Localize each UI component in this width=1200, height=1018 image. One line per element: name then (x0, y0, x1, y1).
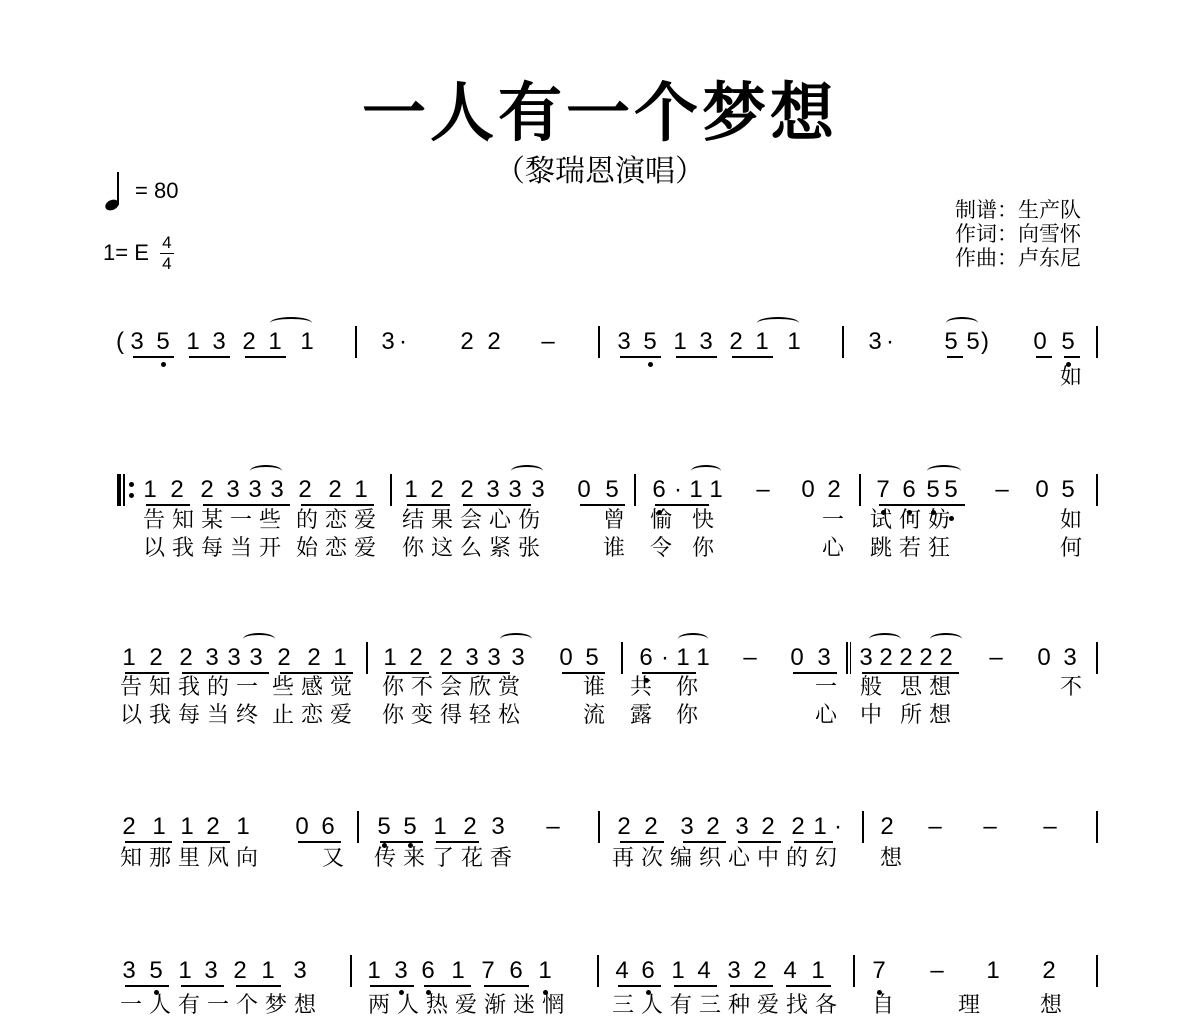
note: 1 (676, 644, 690, 671)
note: 2 (617, 813, 631, 840)
repeat-dot (129, 493, 134, 498)
note: 3 (491, 813, 505, 840)
lyric-text: 露 (630, 703, 660, 728)
lyric-text: 你不会欣赏 (382, 675, 528, 700)
note: 3 (699, 328, 713, 355)
underline (683, 841, 726, 843)
underline (380, 841, 423, 843)
underline (468, 672, 510, 674)
note: 2 (939, 644, 953, 671)
note: 2 (409, 644, 423, 671)
note: 3 (487, 644, 501, 671)
note: 1 (186, 328, 200, 355)
note: 2 (706, 813, 720, 840)
note: 3 (394, 957, 408, 984)
lyric-text: 以我每当开 (143, 536, 289, 561)
barline (1096, 326, 1098, 358)
note: 7 (481, 957, 495, 984)
note: 1 (433, 813, 447, 840)
underline (298, 841, 341, 843)
note: 5 (1061, 476, 1075, 503)
note: 2 (242, 328, 256, 355)
note: 1 (673, 328, 687, 355)
note: 2 (919, 644, 933, 671)
underline (618, 985, 661, 987)
barline (1096, 811, 1098, 843)
underline (181, 985, 224, 987)
underline (183, 841, 230, 843)
tie-slur (691, 465, 721, 477)
note: 2 (879, 644, 893, 671)
note: · (674, 476, 682, 503)
note: 6 (641, 957, 655, 984)
lyric-text: 令 (650, 536, 680, 561)
note: – (743, 644, 757, 671)
barline (859, 474, 861, 506)
note: 2 (233, 957, 247, 984)
underline (436, 841, 479, 843)
octave-dot (648, 362, 653, 367)
note: 3 (817, 644, 831, 671)
underline (655, 504, 709, 506)
underline (407, 504, 450, 506)
note: 5 (149, 957, 163, 984)
note: 2 (644, 813, 658, 840)
note: 5 (156, 328, 170, 355)
note: 4 (697, 957, 711, 984)
underline (732, 356, 773, 358)
note: 3 (868, 328, 882, 355)
lyric-text: 心 (822, 536, 852, 561)
note: 3 (735, 813, 749, 840)
underline (231, 504, 268, 506)
underline (245, 356, 286, 358)
underline (620, 841, 664, 843)
note: 2 (439, 644, 453, 671)
underline (947, 356, 963, 358)
note: 1 (236, 813, 250, 840)
note: 1 (709, 476, 723, 503)
lyric-text: 愉 (650, 508, 680, 533)
note: 0 (1035, 476, 1049, 503)
lyric-text: 中 (860, 703, 890, 728)
lyric-text: 如 (1060, 508, 1090, 533)
note: 3 (212, 328, 226, 355)
song-title: 一人有一个梦想 (362, 77, 838, 151)
note: 5 (966, 328, 980, 355)
lyric-text: 又 (322, 846, 352, 871)
barline (366, 642, 368, 674)
time-sig-top: 4 (162, 233, 172, 252)
lyric-text: 你 (692, 536, 722, 561)
underline (620, 356, 661, 358)
note: · (399, 328, 407, 355)
tie-slur (946, 317, 978, 329)
underline (125, 985, 169, 987)
underline (882, 672, 939, 674)
underline (484, 985, 529, 987)
barline (1096, 474, 1098, 506)
note: 3 (511, 644, 525, 671)
note: 0 (1033, 328, 1047, 355)
underline (386, 672, 429, 674)
note: 3 (270, 476, 284, 503)
underline (642, 672, 696, 674)
lyric-text: 曾 (603, 508, 633, 533)
note: 2 (729, 328, 743, 355)
note: 3 (465, 644, 479, 671)
note: 5 (403, 813, 417, 840)
barline (1096, 955, 1098, 987)
note: 1 (300, 328, 314, 355)
lyric-text: 再次编织心中的幻 (612, 846, 845, 871)
lyric-text: 止恋爱 (272, 703, 360, 728)
tie-slur (500, 633, 532, 645)
lyric-text: 般 (860, 675, 890, 700)
note: 2 (753, 957, 767, 984)
note: 2 (880, 813, 894, 840)
lyric-text: 谁 (603, 536, 633, 561)
underline (331, 504, 374, 506)
note: 3 (293, 957, 307, 984)
note: 2 (170, 476, 184, 503)
lyric-text: 自 (872, 993, 902, 1018)
underline (424, 985, 471, 987)
note: 3 (204, 957, 218, 984)
underline (929, 504, 964, 506)
note: 2 (328, 476, 342, 503)
underline (489, 504, 531, 506)
underline (730, 985, 773, 987)
note: 5 (926, 476, 940, 503)
note: 1 (268, 328, 282, 355)
note: 0 (559, 644, 573, 671)
note: 2 (791, 813, 805, 840)
note: 3 (122, 957, 136, 984)
lyric-text: 传来了花香 (374, 846, 520, 871)
credit-transcriber: 制谱：生产队 (955, 198, 1081, 222)
underline (738, 841, 781, 843)
repeat-dot (129, 482, 134, 487)
note: 2 (200, 476, 214, 503)
lyric-text: 一 (815, 675, 845, 700)
barline (842, 326, 844, 358)
note: 5 (605, 476, 619, 503)
note: 6 (902, 476, 916, 503)
note: 3 (859, 644, 873, 671)
note: 1 (261, 957, 275, 984)
note: 1 (451, 957, 465, 984)
octave-dot (161, 362, 166, 367)
lyric-text: 心 (815, 703, 845, 728)
note: · (834, 813, 842, 840)
note: 2 (1042, 957, 1056, 984)
lyric-text: 想 (1040, 993, 1070, 1018)
barline (598, 326, 600, 358)
tie-slur (678, 633, 708, 645)
lyric-text: 何 (1060, 536, 1090, 561)
note: – (995, 476, 1009, 503)
lyric-text: 所想 (900, 703, 959, 728)
note: 5 (377, 813, 391, 840)
lyric-text: 一 (822, 508, 852, 533)
note: 2 (179, 644, 193, 671)
note: 1 (689, 476, 703, 503)
note: 3 (130, 328, 144, 355)
tie-slur (250, 465, 282, 477)
note: 5 (585, 644, 599, 671)
note: 1 (383, 644, 397, 671)
lyric-text: 些感觉 (272, 675, 360, 700)
note: 1 (404, 476, 418, 503)
lyric-text: 快 (692, 508, 722, 533)
underline (1064, 356, 1080, 358)
note: 6 (421, 957, 435, 984)
repeat-barline (124, 474, 125, 506)
note: 3 (381, 328, 395, 355)
lyric-text: 如 (1060, 365, 1090, 390)
note: 3 (486, 476, 500, 503)
note: 1 (538, 957, 552, 984)
note: 1 (333, 644, 347, 671)
lyric-text: 知那里风向 (120, 846, 266, 871)
lyric-text: 一人有一个梦想 (120, 993, 324, 1018)
barline (634, 474, 636, 506)
note: – (983, 813, 997, 840)
note: 5 (944, 328, 958, 355)
tie-slur (270, 317, 312, 329)
note: 3 (508, 476, 522, 503)
underline (562, 672, 605, 674)
tie-slur (927, 465, 961, 477)
note: 1 (813, 813, 827, 840)
note: ( (116, 328, 124, 355)
time-signature (159, 234, 175, 274)
note: 2 (463, 813, 477, 840)
lyric-text: 理 (958, 993, 988, 1018)
note: 1 (986, 957, 1000, 984)
note: 1 (696, 644, 710, 671)
note: 2 (761, 813, 775, 840)
lyric-text: 思想 (900, 675, 959, 700)
barline (846, 642, 848, 674)
note: – (930, 957, 944, 984)
note: ) (981, 328, 989, 355)
tie-slur (511, 465, 543, 477)
lyric-text: 始恋爱 (296, 536, 384, 561)
lyric-text: 想 (880, 846, 910, 871)
note: 0 (295, 813, 309, 840)
note: · (886, 328, 894, 355)
repeat-barline (117, 474, 121, 506)
note: – (989, 644, 1003, 671)
note: 1 (354, 476, 368, 503)
underline (146, 504, 190, 506)
lyric-text: 你 (676, 703, 706, 728)
note: 0 (577, 476, 591, 503)
note: 2 (460, 328, 474, 355)
note: 1 (122, 644, 136, 671)
note: 1 (152, 813, 166, 840)
lyric-text: 告知某一些 (143, 508, 289, 533)
lyric-text: 你这么紧张 (402, 536, 548, 561)
tie-slur (757, 317, 799, 329)
note: 3 (227, 644, 241, 671)
underline (1036, 356, 1052, 358)
note: 3 (727, 957, 741, 984)
barline (355, 326, 357, 358)
barline (390, 474, 392, 506)
underline (674, 985, 717, 987)
barline (853, 955, 855, 987)
underline (125, 672, 169, 674)
lyric-text: 跳若狂 (870, 536, 958, 561)
underline (133, 356, 174, 358)
underline (189, 356, 230, 358)
lyric-text: 的恋爱 (296, 508, 384, 533)
note: 0 (801, 476, 815, 503)
tie-slur (243, 633, 275, 645)
lyric-text: 你 (676, 675, 706, 700)
note: 3 (205, 644, 219, 671)
note: 5 (944, 476, 958, 503)
note: 4 (615, 957, 629, 984)
note: 3 (680, 813, 694, 840)
note: 2 (487, 328, 501, 355)
note: 5 (1061, 328, 1075, 355)
note: 1 (180, 813, 194, 840)
lyric-text: 结果会心伤 (402, 508, 548, 533)
note: – (1043, 813, 1057, 840)
note: 3 (248, 476, 262, 503)
underline (580, 504, 625, 506)
note: 7 (872, 957, 886, 984)
barline (862, 811, 864, 843)
note: 3 (1063, 644, 1077, 671)
note: 2 (206, 813, 220, 840)
quarter-note-icon (105, 172, 121, 212)
underline (786, 985, 831, 987)
note: 6 (652, 476, 666, 503)
credit-lyricist: 作词：向雪怀 (955, 222, 1081, 246)
underline (310, 672, 353, 674)
underline (210, 672, 247, 674)
note: 2 (277, 644, 291, 671)
note: 2 (298, 476, 312, 503)
lyric-text: 谁 (583, 675, 613, 700)
tie-slur (930, 633, 962, 645)
note: 1 (811, 957, 825, 984)
barline (1096, 642, 1098, 674)
barline (357, 811, 359, 843)
note: 0 (790, 644, 804, 671)
note: – (541, 328, 555, 355)
note: 3 (531, 476, 545, 503)
note: – (756, 476, 770, 503)
lyric-text: 以我每当终 (120, 703, 266, 728)
note: 2 (827, 476, 841, 503)
barline (598, 811, 600, 843)
note: 4 (783, 957, 797, 984)
lyric-text: 共 (630, 675, 660, 700)
note: 6 (639, 644, 653, 671)
note: 2 (307, 644, 321, 671)
note: 1 (671, 957, 685, 984)
note: – (546, 813, 560, 840)
key-signature (103, 234, 175, 274)
note: 5 (643, 328, 657, 355)
underline (236, 985, 281, 987)
lyric-text: 不 (1060, 675, 1090, 700)
note: 6 (321, 813, 335, 840)
tempo-value: = 80 (135, 177, 179, 203)
barline (621, 642, 623, 674)
tempo-marking (105, 172, 178, 212)
note: 1 (367, 957, 381, 984)
note: 6 (509, 957, 523, 984)
note: – (928, 813, 942, 840)
note: 2 (460, 476, 474, 503)
key-label: 1= E (103, 239, 149, 265)
time-sig-bottom: 4 (162, 254, 172, 273)
note: 3 (226, 476, 240, 503)
credit-composer: 作曲：卢东尼 (955, 246, 1081, 270)
note: 1 (787, 328, 801, 355)
note: 1 (143, 476, 157, 503)
note: 0 (1037, 644, 1051, 671)
underline (676, 356, 717, 358)
lyric-text: 你变得轻松 (382, 703, 528, 728)
note: 2 (899, 644, 913, 671)
lyric-text: 告知我的一 (120, 675, 266, 700)
note: 3 (617, 328, 631, 355)
lyric-text: 试何妨 (870, 508, 958, 533)
lyric-text: 流 (583, 703, 613, 728)
lyric-text: 两人热爱渐迷惘 (368, 993, 572, 1018)
note: 3 (249, 644, 263, 671)
underline (370, 985, 414, 987)
note: 2 (122, 813, 136, 840)
underline (125, 841, 172, 843)
underline (793, 672, 837, 674)
credits (955, 198, 1081, 270)
note: 1 (178, 957, 192, 984)
note: 2 (430, 476, 444, 503)
note: 7 (876, 476, 890, 503)
underline (794, 841, 833, 843)
barline (350, 955, 352, 987)
note: 2 (149, 644, 163, 671)
double-barline (850, 642, 851, 674)
barline (597, 955, 599, 987)
tie-slur (869, 633, 901, 645)
note: 1 (755, 328, 769, 355)
note: · (661, 644, 669, 671)
song-subtitle: （黎瑞恩演唱） (495, 154, 705, 189)
lyric-text: 三人有三种爱找各 (612, 993, 845, 1018)
